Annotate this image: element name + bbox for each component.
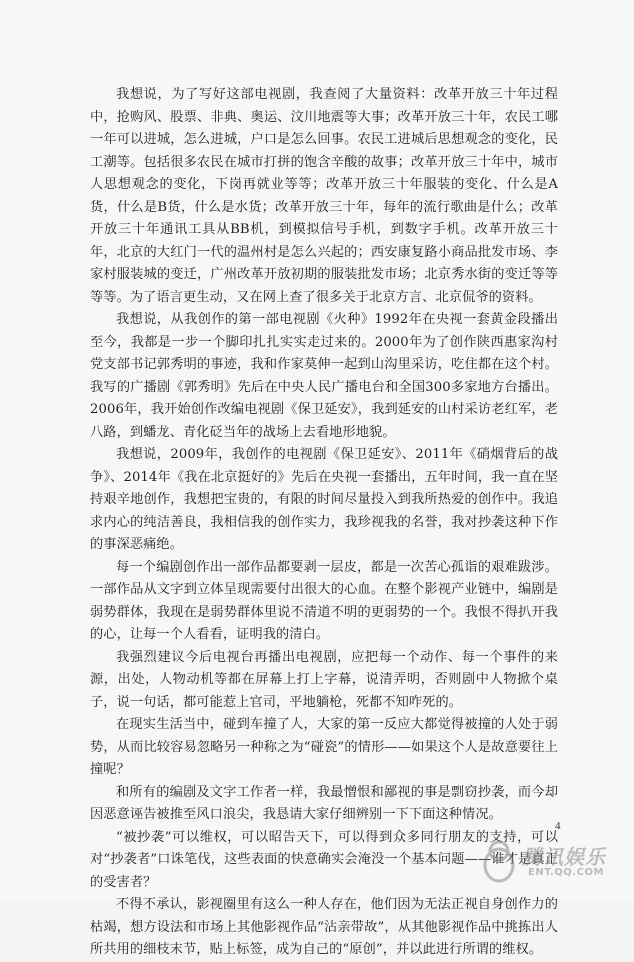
paragraph: 我想说，从我创作的第一部电视剧《火种》1992年在央视一套黄金段播出至今，我都是一步一个脚印扎扎实实走过来的。2000年为了创作陕西惠家沟村党支部书记郭秀明的事迹，我和作家莫伸一起到山沟里采访，吃住都在这个村。我写的广播剧《郭秀明》先后在中央人民广播电台和全国300多家地方台播出。2006年，我开始创作改编电视剧《保卫延安》，我到延安的山村采访老红军，老八路，到蟠龙、青化砭当年的战场上去看地形地貌。 xyxy=(90,312,558,440)
watermark-brand: 腾讯娱乐 xyxy=(522,845,606,869)
watermark xyxy=(470,835,630,895)
paragraph: 我强烈建议今后电视台再播出电视剧，应把每一个动作、每一个事件的来源，出处，人物动机等都在屏幕上打上字幕，说清弄明，否则剧中人物掀个桌子，说一句话，都可能惹上官司，平地躺枪，死都不知咋死的。 xyxy=(90,649,558,710)
paragraph: 每一个编剧创作出一部作品都要剥一层皮，都是一次苦心孤诣的艰难跋涉。一部作品从文字到立体呈现需要付出很大的心血。在整个影视产业链中，编剧是弱势群体，我现在是弱势群体里说不清道不明的更弱势的一个。我恨不得扒开我的心，让每一个人看看，证明我的清白。 xyxy=(90,559,558,642)
paragraph: “被抄袭”可以维权，可以昭告天下，可以得到众多同行朋友的支持，可以对“抄袭者”口诛笔伐，这些表面的快意确实会淹没一个基本问题——谁才是真正的受害者？ xyxy=(90,829,558,890)
paragraph: 我想说，为了写好这部电视剧，我查阅了大量资料：改革开放三十年过程中，抢购风、股票、非典、奥运、汶川地震等大事；改革开放三十年，农民工哪一年可以进城，怎么进城，户口是怎么回事。农民工进城后思想观念的变化，民工潮等。包括很多农民在城市打拼的饱含辛酸的故事；改革开放三十年中，城市人思想观念的变化，下岗再就业等等；改革开放三十年服装的变化、什么是A货，什么是B货，什么是水货；改革开放三十年，每年的流行歌曲是什么；改革开放三十年通讯工具从BB机，到模拟信号手机，到数字手机。改革开放三十年，北京的大红门一代的温州村是怎么兴起的；西安康复路小商品批发市场、李家村服装城的变迁，广州改革开放初期的服装批发市场；北京秀水街的变迁等等等等。为了语言更生动，又在网上查了很多关于北京方言、北京侃爷的资料。 xyxy=(90,87,558,305)
paragraph: 在现实生活当中，碰到车撞了人，大家的第一反应大都觉得被撞的人处于弱势，从而比较容易忽略另一种称之为“碰瓷”的情形——如果这个人是故意要往上撞呢？ xyxy=(90,717,558,777)
page-number: 4 xyxy=(555,820,561,832)
penguin-logo-icon xyxy=(480,839,518,883)
paragraph: 我想说，2009年，我创作的电视剧《保卫延安》、2011年《硝烟背后的战争》、2014年《我在北京挺好的》先后在央视一套播出，五年时间，我一直在坚持艰辛地创作，我想把宝贵的，有限的时间尽量投入到我所热爱的创作中。我追求内心的纯洁善良，我相信我的创作实力，我珍视我的名誉，我对抄袭这种下作的事深恶痛绝。 xyxy=(90,447,558,552)
paragraph: 不得不承认，影视圈里有这么一种人存在，他们因为无法正视自身创作力的枯竭，想方设法和市场上其他影视作品“沾亲带故”，从其他影视作品中挑拣出人所共用的细枝末节，贴上标签，成为自己的“原创”，并以此进行所谓的维权。 xyxy=(90,897,558,957)
watermark-url: ENT.QQ.COM xyxy=(528,867,604,878)
document-body xyxy=(90,84,558,962)
paragraph: 和所有的编剧及文字工作者一样，我最憎恨和鄙视的事是剽窃抄袭，而今却因恶意诬告被推至风口浪尖，我恳请大家仔细辨别一下下面这种情况。 xyxy=(90,784,558,822)
